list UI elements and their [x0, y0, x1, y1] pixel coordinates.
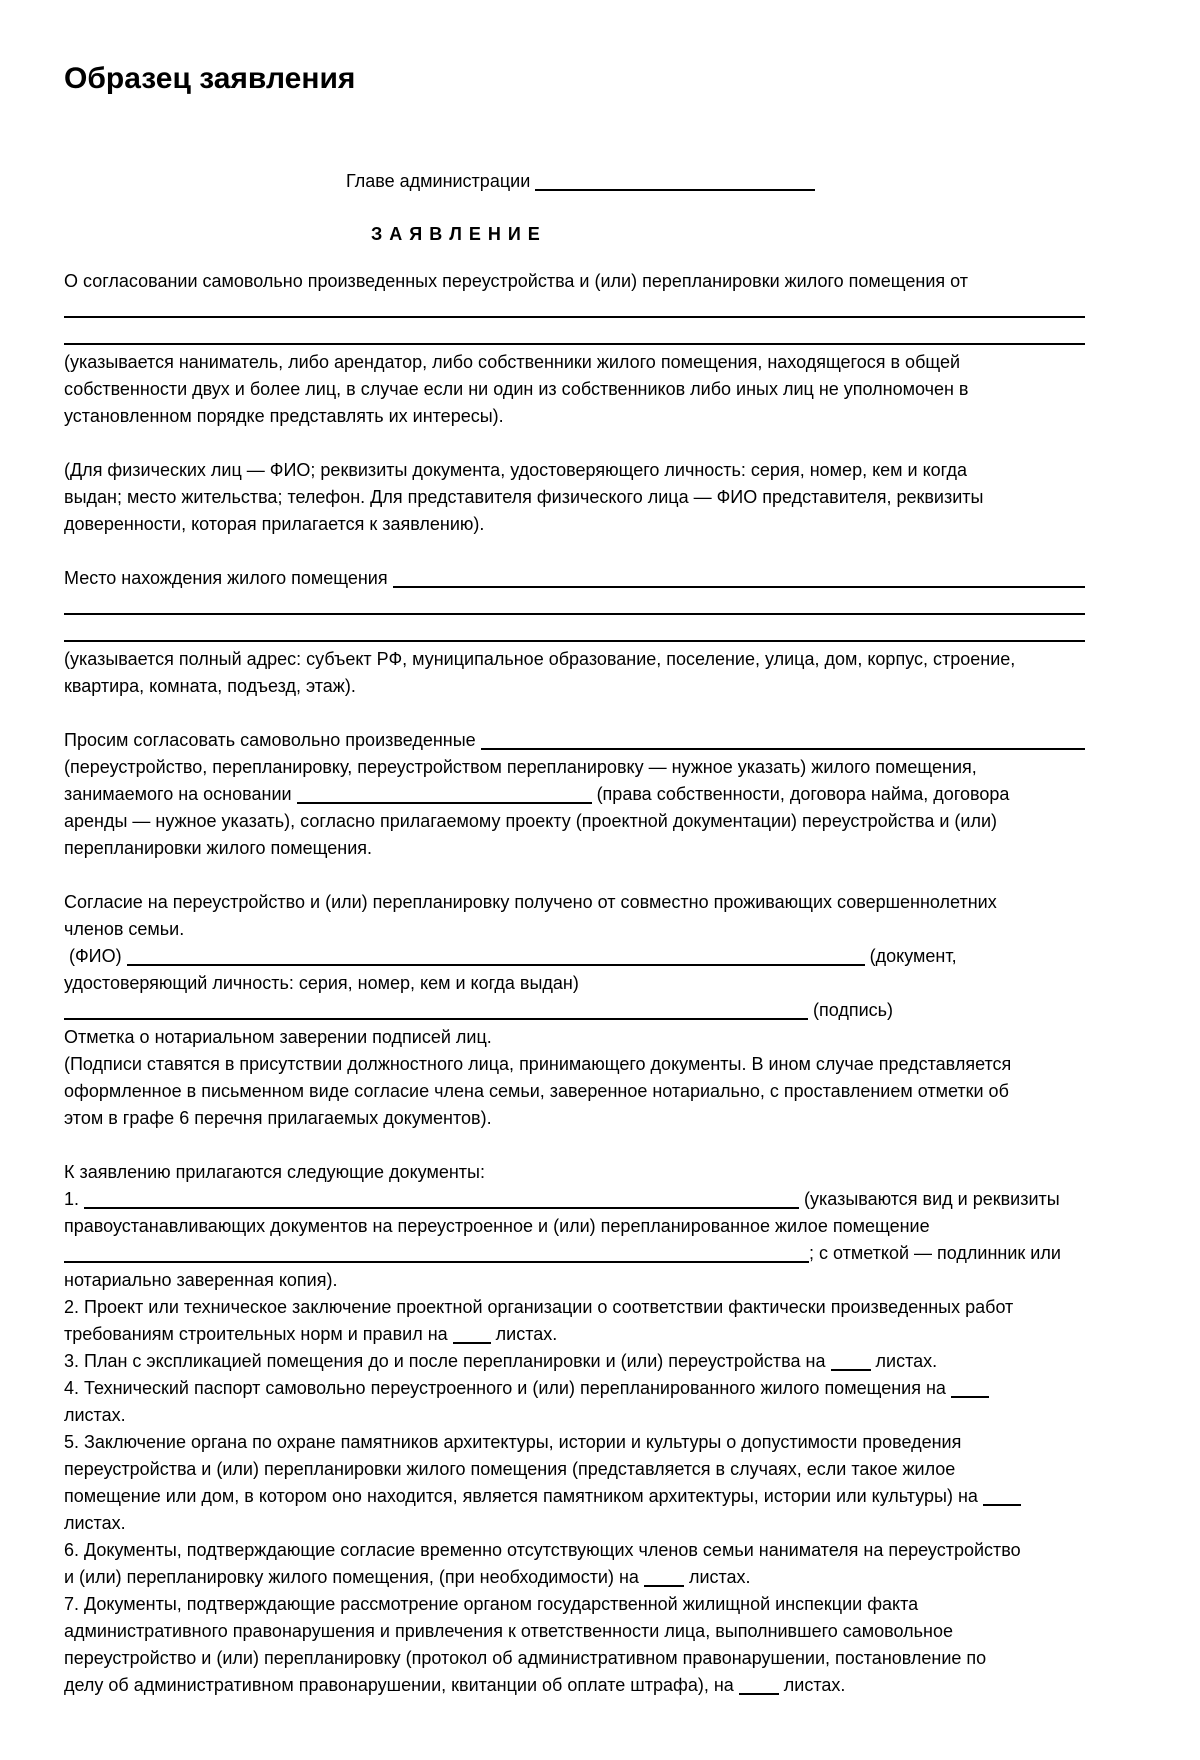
text-run: О согласовании самовольно произведенных переустройства и (или) перепланировки жилого помещения от	[64, 271, 968, 291]
doc-line	[64, 916, 1085, 943]
paragraph-application-heading	[64, 221, 1085, 248]
doc-line	[64, 1213, 1085, 1240]
text-run: листах.	[64, 1405, 126, 1425]
blank-underline	[831, 1369, 871, 1371]
paragraph-intro	[64, 268, 1085, 430]
doc-line	[64, 1402, 1085, 1429]
doc-line	[64, 592, 1085, 619]
text-run: этом в графе 6 перечня прилагаемых документов).	[64, 1108, 492, 1128]
doc-line	[64, 1051, 1085, 1078]
blank-underline	[644, 1585, 684, 1587]
doc-line	[64, 1375, 1085, 1402]
text-run: Место нахождения жилого помещения	[64, 568, 393, 588]
doc-line	[64, 1024, 1085, 1051]
text-run: делу об административном правонарушении, квитанции об оплате штрафа), на	[64, 1675, 739, 1695]
doc-line	[64, 295, 1085, 322]
text-run: и (или) перепланировку жилого помещения, (при необходимости) на	[64, 1567, 644, 1587]
doc-line	[64, 457, 1085, 484]
paragraph-individuals-note	[64, 457, 1085, 538]
doc-line	[64, 565, 1085, 592]
text-run: (указывается полный адрес: субъект РФ, муниципальное образование, поселение, улица, дом, корпус, строение,	[64, 649, 1016, 669]
text-run: установленном порядке представлять их интересы).	[64, 406, 504, 426]
doc-line	[64, 1456, 1085, 1483]
doc-line	[64, 1267, 1085, 1294]
text-run: Образец заявления	[64, 62, 356, 95]
doc-line	[64, 808, 1085, 835]
text-run: аренды — нужное указать), согласно прилагаемому проекту (проектной документации) переустройства и (или)	[64, 811, 998, 831]
text-run: удостоверяющий личность: серия, номер, кем и когда выдан)	[64, 973, 579, 993]
text-run: (указывается наниматель, либо арендатор, либо собственники жилого помещения, находящегося в общей	[64, 352, 961, 372]
paragraph-attachments	[64, 1159, 1085, 1699]
blank-underline	[127, 964, 865, 966]
text-run: 1.	[64, 1189, 85, 1209]
text-run: (Подписи ставятся в присутствии должностного лица, принимающего документы. В ином случае представляется	[64, 1054, 1012, 1074]
blank-underline	[64, 316, 1085, 318]
doc-line	[64, 1429, 1085, 1456]
doc-line	[64, 781, 1085, 808]
paragraph-addressee	[64, 168, 1085, 195]
text-run: занимаемого на основании	[64, 784, 297, 804]
text-run: переустройства и (или) перепланировки жилого помещения (представляется в случаях, если такое жилое	[64, 1459, 956, 1479]
doc-line	[64, 1591, 1085, 1618]
text-run: листах.	[683, 1567, 751, 1587]
doc-line	[64, 1186, 1085, 1213]
blank-underline	[64, 1018, 808, 1020]
blank-underline	[64, 1261, 809, 1263]
text-run: Главе администрации	[346, 171, 536, 191]
text-run: помещение или дом, в котором оно находится, является памятником архитектуры, истории или культуры) на	[64, 1486, 983, 1506]
doc-line	[64, 1618, 1085, 1645]
doc-line	[64, 997, 1085, 1024]
text-run: 4. Технический паспорт самовольно переустроенного и (или) перепланированного жилого помещения на	[64, 1378, 951, 1398]
doc-line	[64, 1240, 1085, 1267]
blank-underline	[481, 748, 1085, 750]
text-run: собственности двух и более лиц, в случае если ни один из собственников либо иных лиц не уполномочен в	[64, 379, 969, 399]
blank-underline	[535, 189, 815, 191]
blank-underline	[64, 343, 1085, 345]
text-run: (Для физических лиц — ФИО; реквизиты документа, удостоверяющего личность: серия, номер, кем и когда	[64, 460, 967, 480]
doc-line	[64, 1510, 1085, 1537]
doc-line	[64, 1294, 1085, 1321]
doc-line	[64, 1483, 1085, 1510]
text-run: листах.	[64, 1513, 126, 1533]
text-run: квартира, комната, подъезд, этаж).	[64, 676, 356, 696]
blank-underline	[64, 640, 1085, 642]
doc-line	[64, 619, 1085, 646]
text-run: Просим согласовать самовольно произведенные	[64, 730, 481, 750]
doc-line	[64, 1672, 1085, 1699]
text-run: (права собственности, договора найма, договора	[591, 784, 1010, 804]
blank-underline	[64, 613, 1085, 615]
doc-line	[64, 646, 1085, 673]
doc-line	[64, 484, 1085, 511]
text-run: 3. План с экспликацией помещения до и после перепланировки и (или) переустройства на	[64, 1351, 831, 1371]
blank-underline	[951, 1396, 989, 1398]
doc-line	[64, 1537, 1085, 1564]
text-run: З А Я В Л Е Н И Е	[371, 224, 541, 244]
text-run: 2. Проект или техническое заключение проектной организации о соответствии фактически произведенных работ	[64, 1297, 1014, 1317]
doc-line	[371, 221, 1085, 248]
text-run: Согласие на переустройство и (или) перепланировку получено от совместно проживающих совершеннолетних	[64, 892, 997, 912]
doc-line	[64, 970, 1085, 997]
paragraph-family-consent	[64, 889, 1085, 1024]
doc-line	[64, 403, 1085, 430]
text-run: требованиям строительных норм и правил на	[64, 1324, 453, 1344]
document-body	[64, 62, 1085, 1699]
text-run: 6. Документы, подтверждающие согласие временно отсутствующих членов семьи нанимателя на переустройство	[64, 1540, 1021, 1560]
text-run: ; с отметкой — подлинник или	[809, 1243, 1061, 1263]
text-run: 7. Документы, подтверждающие рассмотрение органом государственной жилищной инспекции факта	[64, 1594, 919, 1614]
doc-line	[64, 62, 1085, 96]
blank-underline	[297, 802, 592, 804]
doc-line	[64, 511, 1085, 538]
text-run: доверенности, которая прилагается к заявлению).	[64, 514, 485, 534]
doc-line	[64, 1564, 1085, 1591]
doc-line	[64, 835, 1085, 862]
doc-line	[64, 1348, 1085, 1375]
text-run: К заявлению прилагаются следующие документы:	[64, 1162, 485, 1182]
doc-line	[64, 727, 1085, 754]
blank-underline	[983, 1504, 1021, 1506]
paragraph-location	[64, 565, 1085, 700]
doc-line	[64, 268, 1085, 295]
paragraph-page-title	[64, 62, 1085, 96]
doc-line	[64, 754, 1085, 781]
blank-underline	[393, 586, 1085, 588]
doc-line	[64, 322, 1085, 349]
text-run: листах.	[778, 1675, 846, 1695]
text-run: (переустройство, перепланировку, переустройством перепланировку — нужное указать) жилого помещения,	[64, 757, 977, 777]
text-run: (указываются вид и реквизиты	[799, 1189, 1060, 1209]
text-run: (документ,	[864, 946, 957, 966]
doc-line	[64, 1645, 1085, 1672]
text-run: 5. Заключение органа по охране памятников архитектуры, истории и культуры о допустимости проведения	[64, 1432, 962, 1452]
text-run: (подпись)	[808, 1000, 894, 1020]
doc-line	[64, 376, 1085, 403]
paragraph-request	[64, 727, 1085, 862]
doc-line	[64, 349, 1085, 376]
text-run: выдан; место жительства; телефон. Для представителя физического лица — ФИО представителя, реквизиты	[64, 487, 984, 507]
blank-underline	[84, 1207, 799, 1209]
paragraph-notary-note	[64, 1024, 1085, 1132]
doc-line	[64, 673, 1085, 700]
text-run: листах.	[490, 1324, 558, 1344]
text-run: листах.	[870, 1351, 938, 1371]
text-run: (ФИО)	[64, 946, 127, 966]
doc-line	[64, 1078, 1085, 1105]
blank-underline	[739, 1693, 779, 1695]
text-run: переустройство и (или) перепланировку (протокол об административном правонарушении, постановление по	[64, 1648, 987, 1668]
doc-line	[346, 168, 1085, 195]
text-run: членов семьи.	[64, 919, 185, 939]
text-run: оформленное в письменном виде согласие члена семьи, заверенное нотариально, с проставлением отметки об	[64, 1081, 1009, 1101]
text-run: административного правонарушения и привлечения к ответственности лица, выполнившего самовольное	[64, 1621, 953, 1641]
text-run: нотариально заверенная копия).	[64, 1270, 338, 1290]
doc-line	[64, 1321, 1085, 1348]
doc-line	[64, 1105, 1085, 1132]
text-run: перепланировки жилого помещения.	[64, 838, 373, 858]
doc-line	[64, 889, 1085, 916]
blank-underline	[453, 1342, 491, 1344]
doc-line	[64, 943, 1085, 970]
text-run: Отметка о нотариальном заверении подписей лиц.	[64, 1027, 492, 1047]
text-run: правоустанавливающих документов на переустроенное и (или) перепланированное жилое помещение	[64, 1216, 930, 1236]
doc-line	[64, 1159, 1085, 1186]
